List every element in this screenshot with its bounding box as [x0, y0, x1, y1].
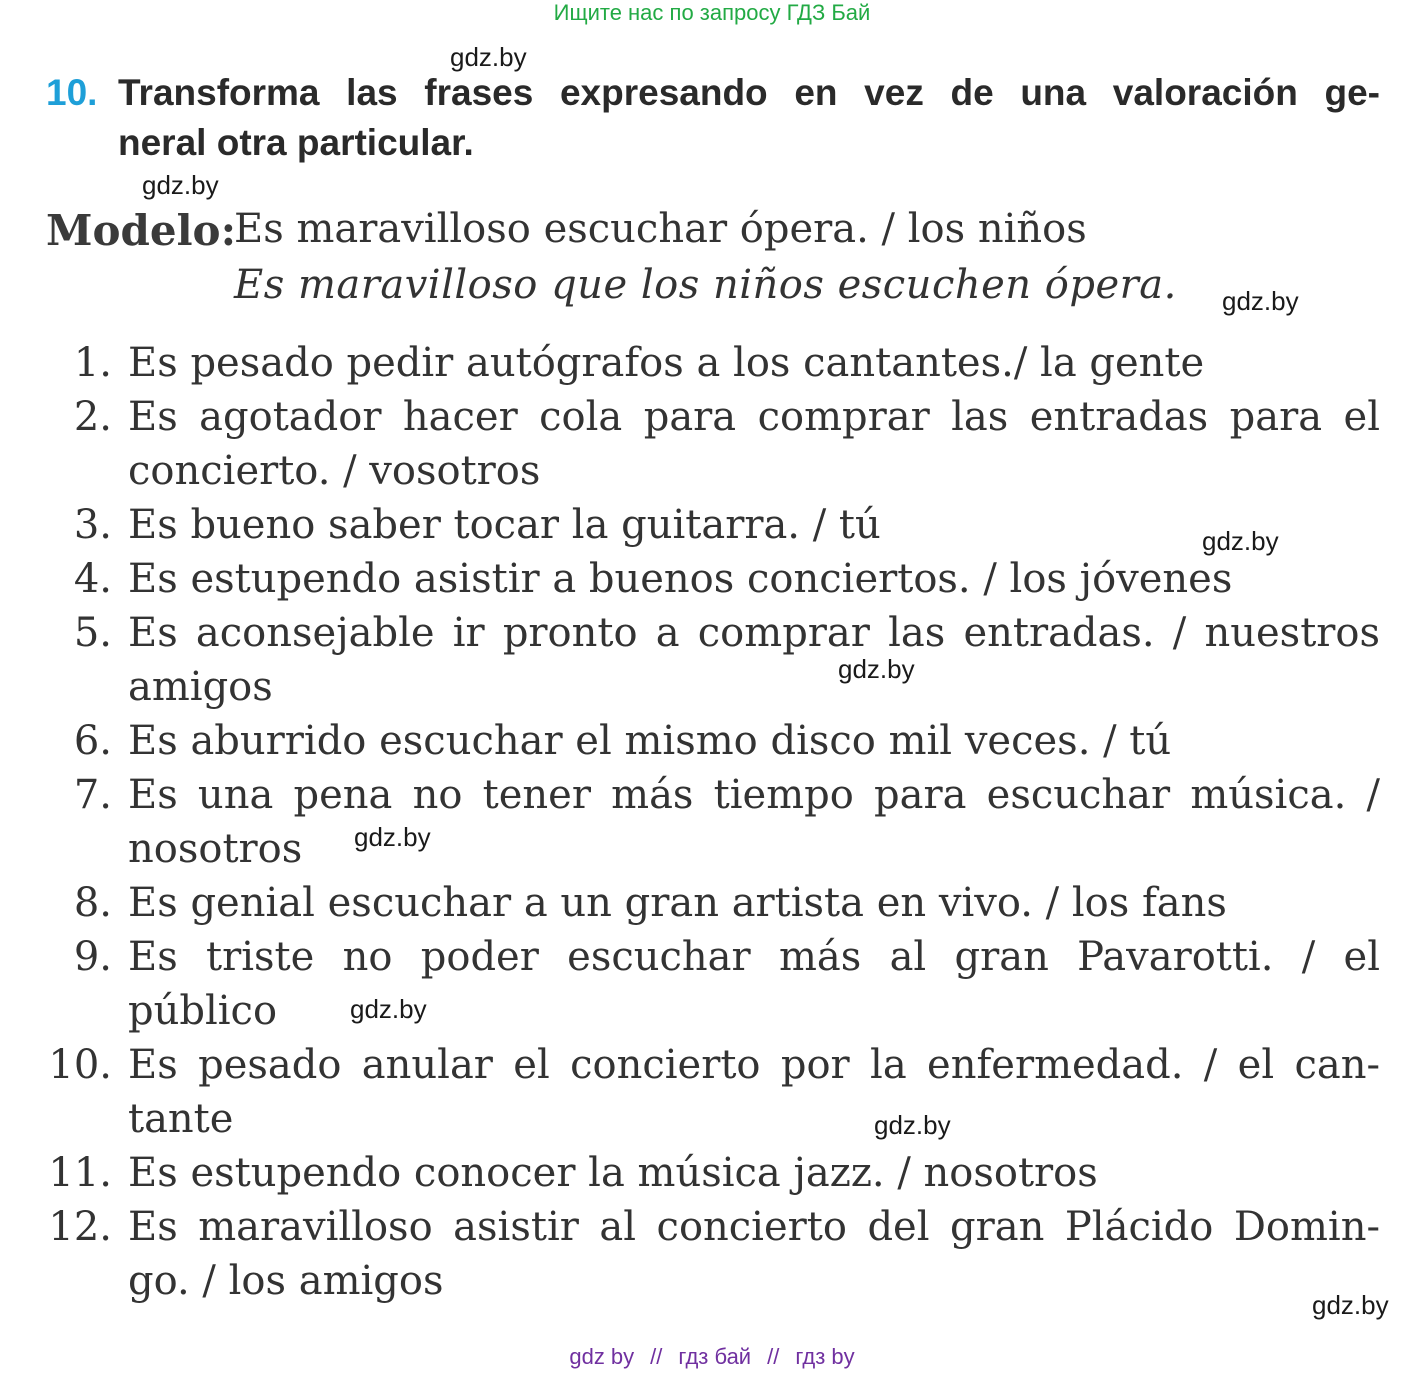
item-number: 1. [73, 340, 112, 386]
exercise-instruction-line-2: neral otra particular. [118, 122, 474, 163]
item-number: 3. [73, 502, 112, 548]
item-text-continuation: tante [128, 1096, 234, 1142]
item-number: 2. [73, 394, 112, 440]
top-banner: Ищите нас по запросу ГДЗ Бай [553, 0, 871, 25]
item-text: Es pesado pedir autógrafos a los cantantes./ la gente [128, 340, 1205, 386]
item-number: 7. [73, 772, 112, 818]
footer-separator: // [767, 1344, 780, 1369]
watermark: gdz.by [142, 170, 219, 200]
watermark: gdz.by [350, 994, 427, 1024]
model-sentence: Es maravilloso escuchar ópera. / los niños [234, 206, 1087, 252]
footer [0, 1344, 1424, 1370]
item-number: 11. [48, 1150, 112, 1196]
exercise-number: 10. [46, 72, 98, 113]
footer-link[interactable]: гдз бай [678, 1344, 752, 1369]
item-text: Es maravilloso asistir al concierto del gran Plácido Domin- [128, 1204, 1380, 1250]
watermark: gdz.by [874, 1110, 951, 1140]
item-number: 10. [48, 1042, 112, 1088]
watermark: gdz.by [1202, 526, 1279, 556]
exercise-instruction-line-1: Transforma las frases expresando en vez de una valoración ge- [118, 72, 1380, 113]
watermark: gdz.by [1222, 286, 1299, 316]
item-text-continuation: concierto. / vosotros [128, 448, 541, 494]
item-text-continuation: público [128, 988, 278, 1034]
item-number: 4. [73, 556, 112, 602]
item-number: 5. [73, 610, 112, 656]
footer-link[interactable]: гдз by [795, 1344, 855, 1369]
item-number: 12. [48, 1204, 112, 1250]
model-answer: Es maravilloso que los niños escuchen ópera. [234, 262, 1177, 308]
watermark: gdz.by [354, 822, 431, 852]
footer-separator: // [650, 1344, 663, 1369]
item-text: Es genial escuchar a un gran artista en vivo. / los fans [128, 880, 1227, 926]
item-text-continuation: go. / los amigos [128, 1258, 444, 1304]
watermark: gdz.by [1312, 1290, 1389, 1320]
item-text: Es triste no poder escuchar más al gran Pavarotti. / el [128, 934, 1380, 980]
watermark: gdz.by [838, 654, 915, 684]
item-text: Es una pena no tener más tiempo para escuchar música. / [128, 772, 1380, 818]
item-text: Es agotador hacer cola para comprar las entradas para el [128, 394, 1380, 440]
watermark: gdz.by [450, 42, 527, 72]
item-text-continuation: nosotros [128, 826, 303, 872]
item-number: 8. [73, 880, 112, 926]
item-text-continuation: amigos [128, 664, 273, 710]
item-text: Es pesado anular el concierto por la enfermedad. / el can- [128, 1042, 1380, 1088]
item-text: Es estupendo conocer la música jazz. / nosotros [128, 1150, 1098, 1196]
item-number: 9. [73, 934, 112, 980]
item-text: Es estupendo asistir a buenos conciertos. / los jóvenes [128, 556, 1233, 602]
item-text: Es aburrido escuchar el mismo disco mil veces. / tú [128, 718, 1172, 764]
item-text: Es bueno saber tocar la guitarra. / tú [128, 502, 881, 548]
model-label: Modelo: [46, 206, 237, 255]
footer-link[interactable]: gdz by [569, 1344, 635, 1369]
item-text: Es aconsejable ir pronto a comprar las entradas. / nuestros [128, 610, 1380, 656]
item-number: 6. [73, 718, 112, 764]
